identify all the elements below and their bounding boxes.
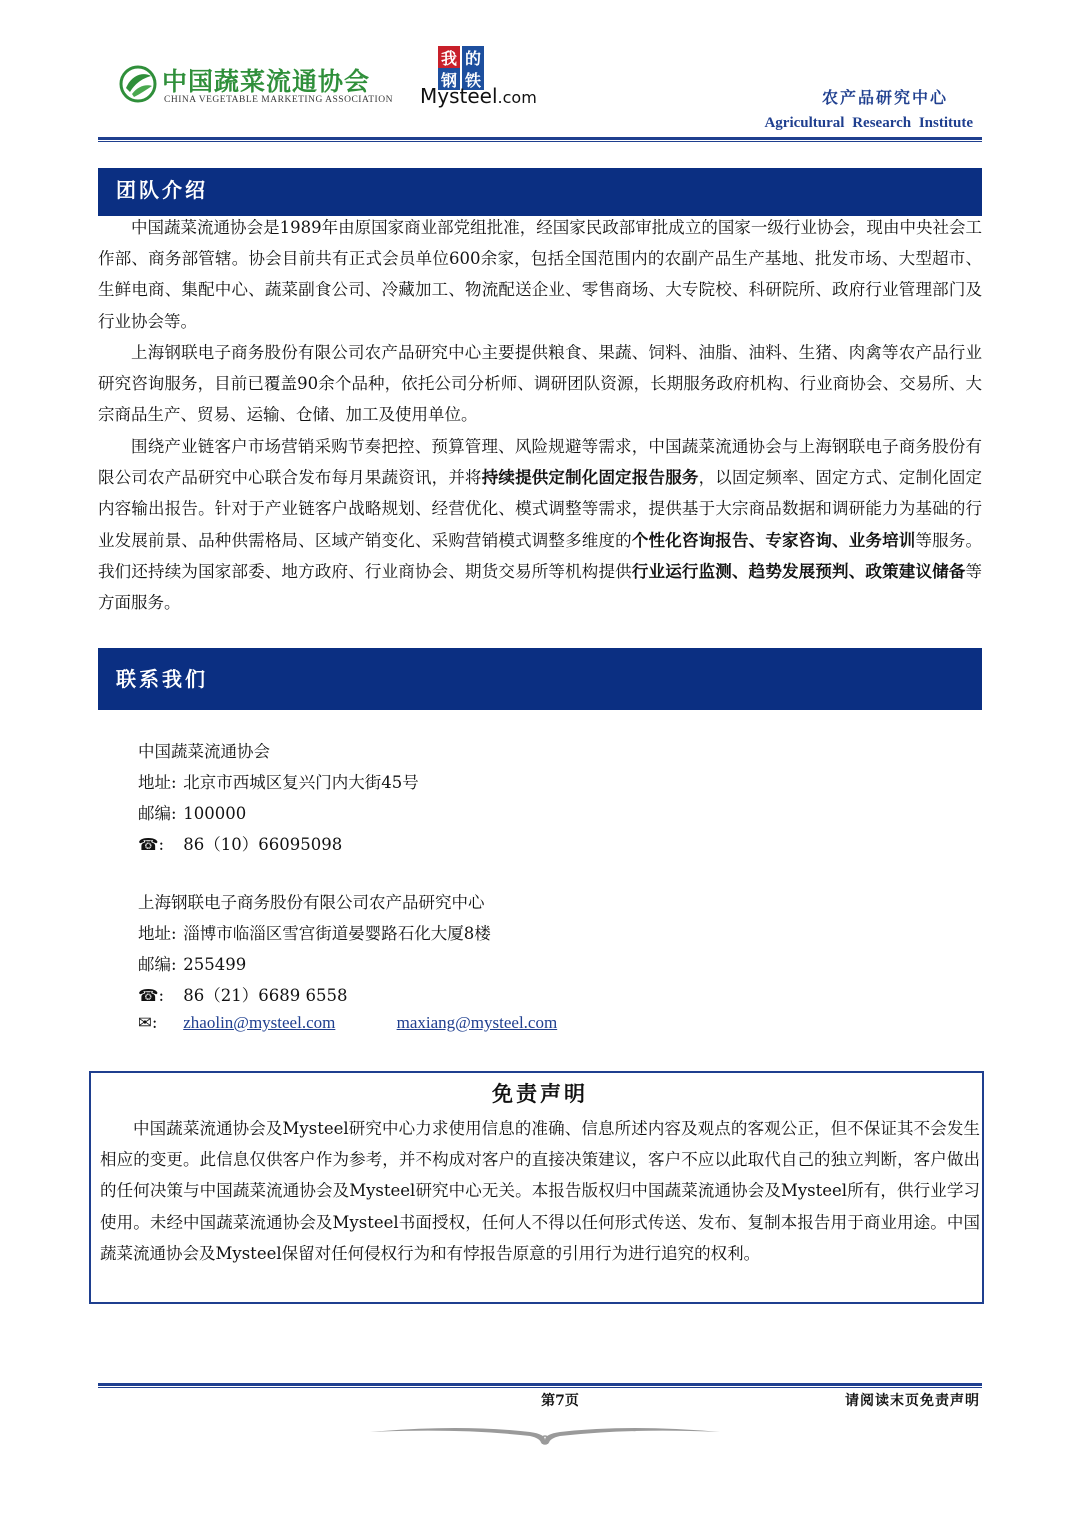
org1-address	[138, 769, 419, 793]
cvma-leaf-icon	[118, 64, 158, 104]
highlight-custom-report: 持续提供定制化固定报告服务	[481, 468, 699, 488]
mysteel-word: Mysteel	[420, 84, 498, 108]
org1-phone	[138, 831, 342, 855]
footer-rule	[98, 1383, 982, 1386]
mysteel-suffix: .com	[497, 88, 537, 107]
org2-address	[138, 920, 491, 944]
team-paragraph-3: 围绕产业链客户市场营销采购节奏把控、预算管理、风险规避等需求，中国蔬菜流通协会与上海钢联电子商务股份有限公司农产品研究中心联合发布每月果蔬资讯，并将持续提供定制化固定报告服务，以固定频率、固定方式、定制化固定内容输出报告。针对于产业链客户战略规划、经营优化、模式调整等需求，提供基于大宗商品数据和调研能力为基础的行业发展前景、品种供需格局、区域产销变化、采购营销模式调整多维度的个性化咨询报告、专家咨询、业务培训等服务。我们还持续为国家部委、地方政府、行业商协会、期货交易所等机构提供行业运行监测、趋势发展预判、政策建议储备等方面服务。	[98, 437, 983, 613]
email-icon: ✉:	[138, 1013, 158, 1032]
section-contact-title: 联系我们	[98, 648, 982, 710]
footer-disclaimer-note: 请阅读末页免责声明	[845, 1393, 980, 1409]
mysteel-char-1: 我	[438, 46, 460, 68]
cvma-logo	[118, 62, 408, 112]
mysteel-char-2: 的	[462, 46, 484, 68]
zip-label: 邮编:	[138, 955, 177, 974]
mysteel-wordmark	[420, 84, 537, 108]
cvma-name-en: CHINA VEGETABLE MARKETING ASSOCIATION	[164, 95, 393, 105]
institute-name-cn: 农产品研究中心	[821, 88, 948, 107]
org2-zip-value: 255499	[183, 955, 247, 974]
org1-address-value: 北京市西城区复兴门内大街45号	[183, 773, 419, 792]
org1-phone-value: 86（10）66095098	[183, 835, 343, 854]
org2-emails	[138, 1013, 557, 1033]
header-rule	[98, 137, 982, 140]
highlight-monitoring: 行业运行监测、趋势发展预判、政策建议储备	[631, 561, 966, 581]
org2-zip	[138, 951, 246, 975]
team-paragraph-1: 中国蔬菜流通协会是1989年由原国家商业部党组批准，经国家民政部审批成立的国家一级行业协会，现由中央社会工作部、商务部管辖。协会目前共有正式会员单位600余家，包括全国范围内的农副产品生产基地、批发市场、大型超市、生鲜电商、集配中心、蔬菜副食公司、冷藏加工、物流配送企业、零售商场、大专院校、科研院所、政府行业管理部门及行业协会等。	[98, 218, 982, 331]
header-rule-thin	[98, 141, 982, 142]
org1-name: 中国蔬菜流通协会	[138, 742, 270, 761]
page-number: 第7页	[541, 1393, 579, 1409]
email-link-zhaolin[interactable]: zhaolin@mysteel.com	[183, 1013, 336, 1032]
highlight-consulting: 个性化咨询报告、专家咨询、业务培训	[631, 530, 916, 550]
disclaimer-text: 中国蔬菜流通协会及Mysteel研究中心力求使用信息的准确、信息所述内容及观点的客观公正，但不保证其不会发生相应的变更。此信息仅供客户作为参考，并不构成对客户的直接决策建议，客户不应以此取代自己的独立判断，客户做出的任何决策与中国蔬菜流通协会及Mysteel研究中心无关。本报告版权归中国蔬菜流通协会及Mysteel所有，供行业学习使用。未经中国蔬菜流通协会及Mysteel书面授权，任何人不得以任何形式传送、发布、复制本报告用于商业用途。中国蔬菜流通协会及Mysteel保留对任何侵权行为和有悖报告原意的引用行为进行追究的权利。	[100, 1119, 980, 1263]
mysteel-char-4: 铁	[462, 68, 484, 90]
cvma-name-cn: 中国蔬菜流通协会	[162, 67, 371, 96]
mysteel-logo	[418, 46, 538, 112]
mysteel-char-3: 钢	[438, 68, 460, 90]
org1-zip	[138, 800, 246, 824]
org2-address-value: 淄博市临淄区雪宫街道晏婴路石化大厦8楼	[183, 924, 491, 943]
team-paragraph-2: 上海钢联电子商务股份有限公司农产品研究中心主要提供粮食、果蔬、饲料、油脂、油料、生猪、肉禽等农产品行业研究咨询服务，目前已覆盖90余个品种，依托公司分析师、调研团队资源，长期服务政府机构、行业商协会、交易所、大宗商品生产、贸易、运输、仓储、加工及使用单位。	[98, 343, 982, 425]
email-link-maxiang[interactable]: maxiang@mysteel.com	[396, 1013, 558, 1032]
org2-phone	[138, 982, 347, 1006]
institute-name-en: Agricultural Research Institute	[764, 115, 973, 131]
disclaimer-title: 免责声明	[492, 1081, 588, 1106]
phone-icon: ☎:	[138, 835, 165, 854]
org2-name: 上海钢联电子商务股份有限公司农产品研究中心	[138, 893, 485, 912]
phone-icon: ☎:	[138, 986, 165, 1005]
address-label: 地址:	[138, 924, 177, 943]
org2-phone-value: 86（21）6689 6558	[183, 986, 348, 1005]
org1-zip-value: 100000	[183, 804, 247, 823]
address-label: 地址:	[138, 773, 177, 792]
zip-label: 邮编:	[138, 804, 177, 823]
footer-ornament-icon	[370, 1420, 720, 1450]
footer-rule-thin	[98, 1387, 982, 1388]
section-team-title: 团队介绍	[98, 168, 982, 216]
